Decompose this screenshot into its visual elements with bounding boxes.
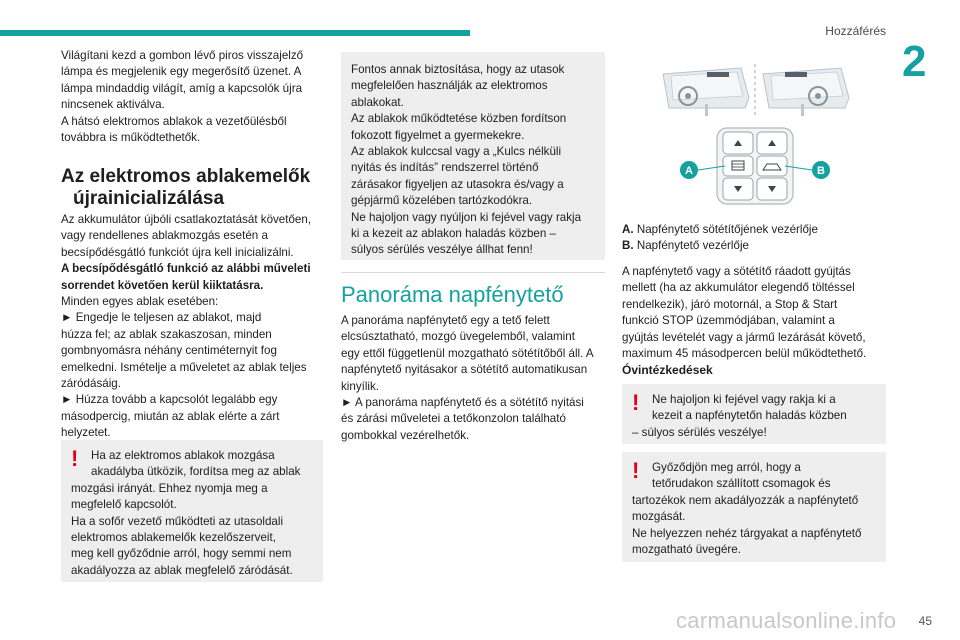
note-line: Az ablakok kulccsal vagy a „Kulcs nélküli (351, 145, 562, 159)
intro-text (61, 48, 323, 146)
header-accent-bar (0, 30, 470, 36)
bold-line: A becsípődésgátló funkció az alábbi műveleti (61, 262, 311, 276)
text-line: gyújtás levételét vagy a jármű lezárását követő, (622, 330, 866, 344)
warning-box-roof-bars (622, 452, 886, 562)
warning-line: – súlyos sérülés veszélye! (632, 425, 767, 439)
section-heading (61, 166, 323, 210)
note-line: súlyos sérülés veszélye állhat fenn! (351, 243, 533, 257)
warning-line: Győződjön meg arról, hogy a (652, 461, 801, 474)
text-line: ► A panoráma napfénytető és a sötétítő nyitási (341, 396, 584, 410)
text-line: lámpa mindaddig világít, amíg a kapcsolók újra (61, 81, 303, 95)
text-line: Az akkumulátor újbóli csatlakoztatását követően, (61, 213, 312, 226)
warning-line: Ne hajoljon ki fejével vagy rakja ki a (652, 393, 836, 406)
warning-line: tetőrudakon szállított csomagok és (652, 477, 831, 491)
warning-line: tartozékok nem akadályozzák a napfénytető (632, 493, 859, 507)
note-line: Ne hajoljon vagy nyúljon ki fejével vagy rakja (351, 210, 582, 224)
text-line: A panoráma napfénytető egy a tető felett (341, 314, 550, 327)
panorama-heading-wrap (341, 282, 605, 308)
warning-line: mozgási irányát. Ehhez nyomja meg a (71, 481, 268, 495)
step-line: záródásáig. (61, 377, 121, 391)
text-line: lámpa és megjelenik egy megerősítő üzenet. A (61, 65, 302, 79)
car-interior-right-icon (763, 68, 849, 116)
text-line: vagy rendellenes ablakmozgás esetén a (61, 229, 268, 243)
text-line: mellett (ha az akkumulátor elegendő töltéssel (622, 281, 855, 295)
warning-line: megfelelő kapcsolót. (71, 498, 177, 512)
warning-line: elektromos ablakemelők kezelőszerveit, (71, 531, 276, 545)
text-line: napfénytető nyitásakor a sötétítő automatikusan (341, 363, 588, 377)
step-line: húzza fel; az ablak szakaszosan, minden (61, 327, 272, 341)
warning-box-sunroof-head (622, 384, 886, 444)
text-line: nincsenek aktiválva. (61, 98, 165, 112)
warning-exclamation-icon: ! (632, 390, 640, 415)
callout-a-label: A (685, 165, 693, 177)
legend (622, 222, 888, 255)
reinit-text (61, 212, 325, 442)
note-line: fokozott figyelmet a gyermekekre. (351, 128, 525, 142)
text-line: Világítani kezd a gombon lévő piros visszajelző (61, 49, 304, 62)
sunroof-console-illustration (655, 60, 855, 210)
callout-b-label: B (817, 165, 825, 177)
note-line: gépjármű közelében tartózkodókra. (351, 194, 533, 208)
step-line: ► Húzza tovább a kapcsolót legalább egy (61, 393, 278, 407)
step-line: ► Engedje le teljesen az ablakot, majd (61, 311, 262, 325)
heading-line: újrainicializálása (73, 188, 225, 209)
text-line: továbbra is működtethetők. (61, 131, 201, 145)
note-line: Az ablakok működtetése közben fordítson (351, 112, 567, 126)
section-divider (341, 272, 605, 273)
text-line: kinyílik. (341, 379, 380, 393)
note-line: Fontos annak biztosítása, hogy az utasok (351, 63, 565, 76)
info-box-passengers (341, 52, 605, 260)
warning-line: akadályozza az ablak megfelelő záródását. (71, 563, 293, 577)
warning-line: akadályba ütközik, fordítsa meg az ablak (91, 465, 301, 479)
warning-line: kezeit a napfénytetőn haladás közben (652, 409, 847, 423)
note-line: nyitás és indítás” rendszerrel történő (351, 161, 539, 175)
step-line: másodpercig, miután az ablak elérte a zárt (61, 409, 280, 423)
panorama-text (341, 313, 605, 444)
text-line: gombokkal vezérelhetők. (341, 428, 470, 442)
roof-console-buttons (717, 128, 793, 204)
warning-exclamation-icon: ! (71, 446, 79, 471)
legend-item-b (622, 238, 888, 254)
text-line: A napfénytető vagy a sötétítő ráadott gyújtás (622, 265, 851, 278)
step-line: Minden egyes ablak esetében: (61, 295, 219, 309)
text-line: funkció STOP üzemmódjában, valamint a (622, 314, 835, 328)
car-interior-left-icon (663, 68, 749, 116)
precautions-heading: Óvintézkedések (622, 363, 713, 377)
watermark: carmanualsonline.info (676, 608, 897, 633)
text-line: rendelkezik), járó motornál, a Stop & Start (622, 297, 838, 311)
text-line: becsípődésgátló funkciót újra kell inicializálni. (61, 245, 294, 259)
step-line: emelkedni. Ismételje a műveletet az ablak teljes (61, 360, 307, 374)
note-line: ki a kezeit az ablakon haladás közben – (351, 227, 556, 241)
step-line: gombnyomásra néhány centiméternyit fog (61, 344, 277, 358)
text-line: A hátsó elektromos ablakok a vezetőülésből (61, 114, 287, 128)
warning-line: Ha a sofőr vezető működteti az utasoldali (71, 514, 284, 528)
precautions-heading-wrap (622, 362, 888, 378)
legend-item-a (622, 222, 888, 238)
warning-exclamation-icon: ! (632, 458, 640, 483)
warning-line: meg kell győződnie arról, hogy semmi nem (71, 547, 292, 561)
warning-line: mozgását. (632, 510, 686, 524)
step-line: helyzetet. (61, 426, 111, 440)
legend-text: Napfénytető vezérlője (636, 239, 749, 253)
heading-line: Az elektromos ablakemelők (61, 166, 311, 187)
warning-line: mozgatható üvegére. (632, 543, 741, 557)
chapter-number: 2 (902, 37, 927, 86)
legend-key: A. (622, 223, 634, 236)
section-title: Hozzáférés (825, 24, 886, 38)
text-line: elcsúsztatható, mozgó üvegelemből, valamint (341, 330, 575, 344)
legend-text: Napfénytető sötétítőjének vezérlője (636, 223, 818, 236)
note-line: megfelelően használják az elektromos (351, 79, 548, 93)
warning-line: Ne helyezzen nehéz tárgyakat a napfénytető (632, 526, 862, 540)
note-line: zárásakor figyeljen az utasokra és/vagy a (351, 177, 564, 191)
panorama-heading: Panoráma napfénytető (341, 282, 564, 307)
page-number: 45 (918, 614, 932, 628)
operation-text (622, 264, 888, 362)
legend-key: B. (622, 239, 634, 253)
warning-box-windows (61, 440, 323, 582)
bold-line: sorrendet követően kerül kiiktatásra. (61, 278, 264, 292)
text-line: és zárási műveletei a tetőkonzolon található (341, 412, 566, 426)
text-line: egy ettől függetlenül mozgatható sötétítőből áll. A (341, 346, 594, 360)
warning-line: Ha az elektromos ablakok mozgása (91, 449, 275, 462)
text-line: maximum 45 másodpercen belül működtethető. (622, 347, 867, 361)
note-line: ablakokat. (351, 95, 404, 109)
